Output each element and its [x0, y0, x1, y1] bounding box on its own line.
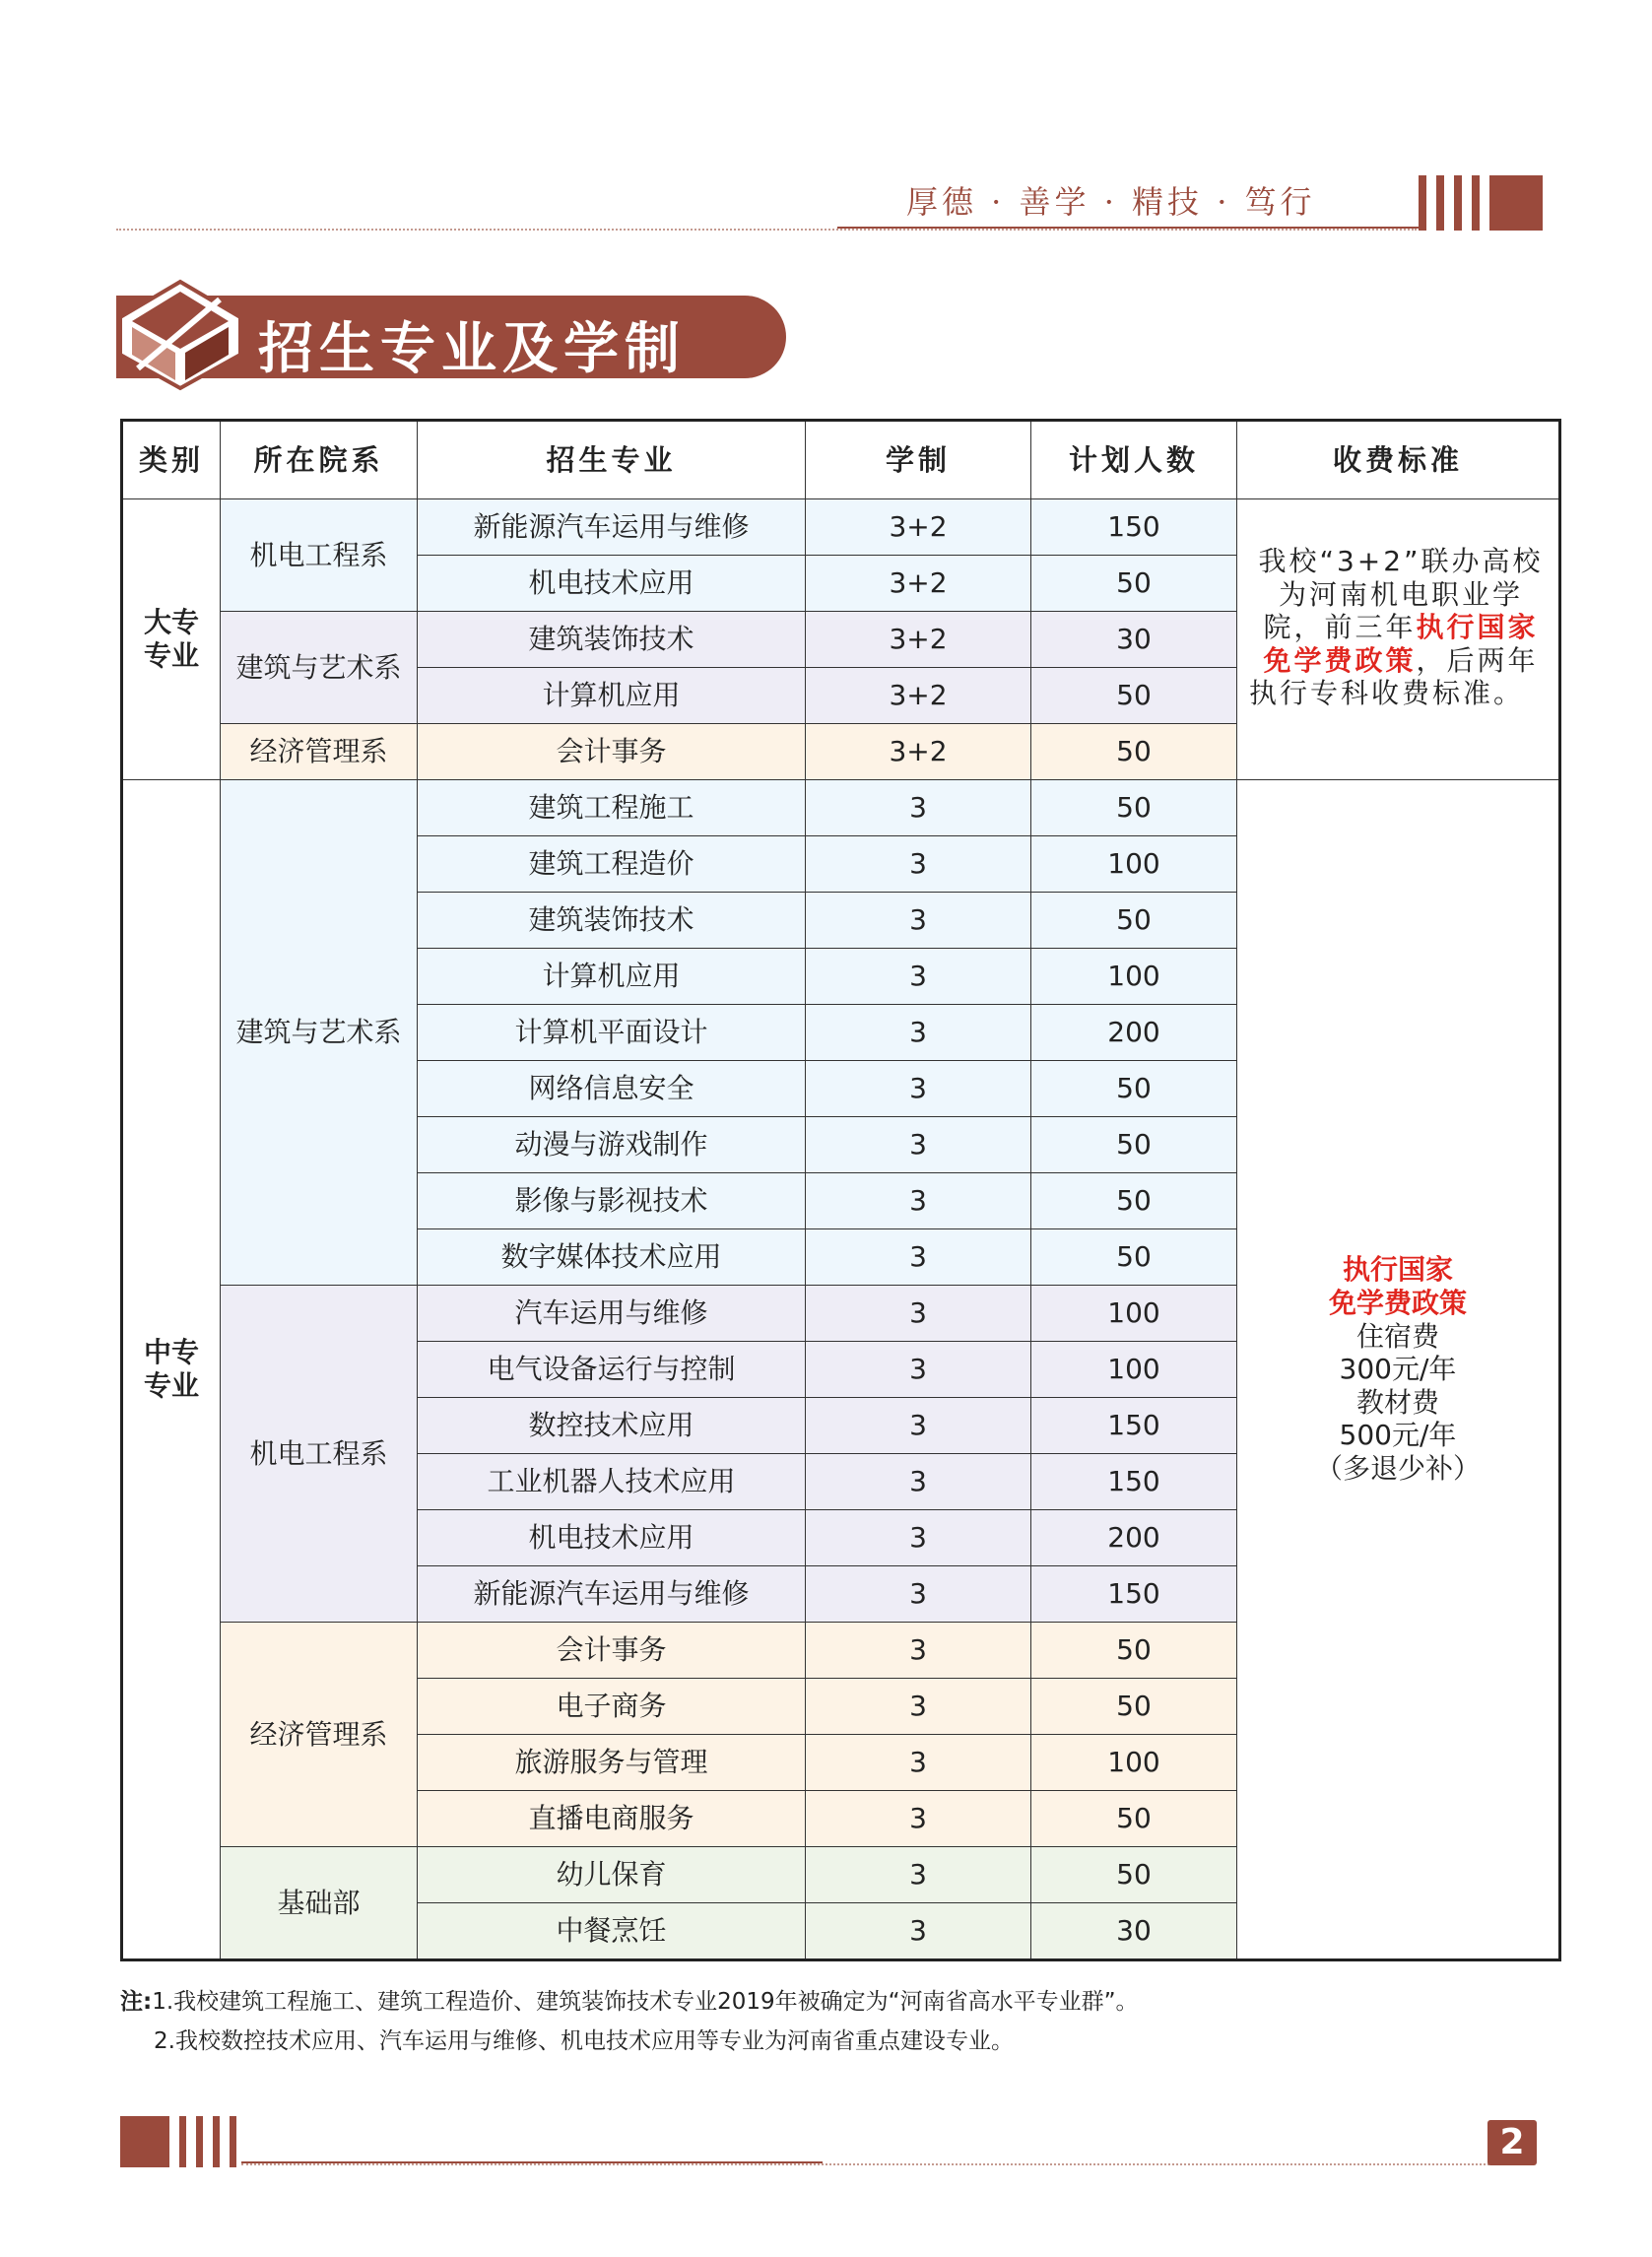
major-cell: 动漫与游戏制作	[418, 1117, 806, 1173]
duration-cell: 3	[806, 1847, 1031, 1903]
fee-red-2: 免学费政策	[1328, 1287, 1467, 1320]
plan-cell: 200	[1031, 1005, 1237, 1061]
duration-cell: 3	[806, 1623, 1031, 1679]
duration-cell: 3+2	[806, 499, 1031, 556]
plan-cell: 50	[1031, 780, 1237, 836]
fee-red-1: 执行国家	[1342, 1253, 1453, 1287]
note-text-1: 1.我校建筑工程施工、建筑工程造价、建筑装饰技术专业2019年被确定为“河南省高水平专业群”。	[152, 1989, 1139, 2015]
duration-cell: 3+2	[806, 556, 1031, 612]
major-cell: 电子商务	[418, 1679, 806, 1735]
plan-cell: 150	[1031, 1398, 1237, 1454]
duration-cell: 3	[806, 1117, 1031, 1173]
plan-cell: 50	[1031, 556, 1237, 612]
major-cell: 新能源汽车运用与维修	[418, 1566, 806, 1623]
table-row	[122, 780, 1560, 836]
duration-cell: 3+2	[806, 724, 1031, 780]
plan-cell: 100	[1031, 836, 1237, 893]
major-cell: 旅游服务与管理	[418, 1735, 806, 1791]
school-motto: 厚德 · 善学 · 精技 · 笃行	[906, 183, 1316, 221]
major-cell: 幼儿保育	[418, 1847, 806, 1903]
plan-cell: 50	[1031, 1679, 1237, 1735]
dept-cell: 经济管理系	[221, 1623, 418, 1847]
dept-cell: 机电工程系	[221, 499, 418, 612]
fee-text-a: 我校“3+2”联办高校为河南机电职业学院，前三年	[1258, 545, 1544, 644]
duration-cell: 3	[806, 1903, 1031, 1960]
table-row	[122, 499, 1560, 556]
footer-divider	[241, 2163, 1497, 2165]
plan-cell: 200	[1031, 1510, 1237, 1566]
major-cell: 会计事务	[418, 724, 806, 780]
major-cell: 机电技术应用	[418, 556, 806, 612]
duration-cell: 3	[806, 1005, 1031, 1061]
plan-cell: 100	[1031, 1286, 1237, 1342]
fee-line: 500元/年	[1339, 1419, 1457, 1452]
category-zhongzhuan: 中专 专业	[122, 780, 221, 1960]
plan-cell: 100	[1031, 1735, 1237, 1791]
major-cell: 建筑工程施工	[418, 780, 806, 836]
duration-cell: 3	[806, 780, 1031, 836]
header-divider	[116, 229, 1417, 231]
fee-text-red: 执行国家免学费政策	[1263, 611, 1539, 677]
fee-text-b: ，后两年执行专科收费标准。	[1249, 643, 1539, 710]
header-divider-accent	[837, 227, 1419, 229]
dept-cell: 建筑与艺术系	[221, 780, 418, 1286]
major-cell: 计算机平面设计	[418, 1005, 806, 1061]
plan-cell: 150	[1031, 499, 1237, 556]
major-cell: 建筑工程造价	[418, 836, 806, 893]
duration-cell: 3	[806, 1229, 1031, 1286]
major-cell: 网络信息安全	[418, 1061, 806, 1117]
footer-divider-accent	[241, 2161, 823, 2163]
table-header-row	[122, 421, 1560, 499]
section-title: 招生专业及学制	[258, 317, 686, 381]
major-cell: 数字媒体技术应用	[418, 1229, 806, 1286]
duration-cell: 3	[806, 1510, 1031, 1566]
major-cell: 建筑装饰技术	[418, 612, 806, 668]
fee-line: 住宿费	[1355, 1319, 1439, 1353]
duration-cell: 3	[806, 836, 1031, 893]
fee-line: 教材费	[1355, 1385, 1439, 1419]
plan-cell: 100	[1031, 1342, 1237, 1398]
major-cell: 计算机应用	[418, 668, 806, 724]
major-cell: 影像与影视技术	[418, 1173, 806, 1229]
plan-cell: 30	[1031, 612, 1237, 668]
duration-cell: 3	[806, 1735, 1031, 1791]
fee-line: （多退少补）	[1314, 1451, 1481, 1485]
page-number: 2	[1487, 2120, 1537, 2165]
major-cell: 会计事务	[418, 1623, 806, 1679]
plan-cell: 50	[1031, 1847, 1237, 1903]
plan-cell: 50	[1031, 1229, 1237, 1286]
plan-cell: 50	[1031, 668, 1237, 724]
dept-cell: 基础部	[221, 1847, 418, 1960]
major-cell: 建筑装饰技术	[418, 893, 806, 949]
header-plan: 计划人数	[1031, 421, 1237, 499]
dept-cell: 机电工程系	[221, 1286, 418, 1623]
duration-cell: 3	[806, 1566, 1031, 1623]
notes	[120, 1982, 1139, 2061]
dept-cell: 经济管理系	[221, 724, 418, 780]
major-cell: 新能源汽车运用与维修	[418, 499, 806, 556]
duration-cell: 3+2	[806, 668, 1031, 724]
duration-cell: 3	[806, 1173, 1031, 1229]
plan-cell: 50	[1031, 724, 1237, 780]
note-label: 注:	[120, 1989, 153, 2015]
plan-cell: 50	[1031, 1061, 1237, 1117]
header-duration: 学制	[806, 421, 1031, 499]
duration-cell: 3	[806, 1791, 1031, 1847]
plan-cell: 50	[1031, 1791, 1237, 1847]
duration-cell: 3	[806, 1342, 1031, 1398]
header-category: 类别	[122, 421, 221, 499]
fee-zhongzhuan	[1237, 780, 1560, 1960]
plan-cell: 150	[1031, 1566, 1237, 1623]
plan-cell: 50	[1031, 1117, 1237, 1173]
dept-cell: 建筑与艺术系	[221, 612, 418, 724]
plan-cell: 150	[1031, 1454, 1237, 1510]
header-major: 招生专业	[418, 421, 806, 499]
header-department: 所在院系	[221, 421, 418, 499]
duration-cell: 3	[806, 1061, 1031, 1117]
note-line-2: 2.我校数控技术应用、汽车运用与维修、机电技术应用等专业为河南省重点建设专业。	[154, 2028, 1014, 2054]
major-cell: 中餐烹饪	[418, 1903, 806, 1960]
major-cell: 直播电商服务	[418, 1791, 806, 1847]
duration-cell: 3	[806, 1454, 1031, 1510]
category-dazhuan: 大专 专业	[122, 499, 221, 780]
plan-cell: 100	[1031, 949, 1237, 1005]
header-fee: 收费标准	[1237, 421, 1560, 499]
fee-line: 300元/年	[1339, 1353, 1457, 1386]
major-cell: 数控技术应用	[418, 1398, 806, 1454]
note-line-1	[120, 1982, 1139, 2022]
major-cell: 工业机器人技术应用	[418, 1454, 806, 1510]
fee-dazhuan	[1237, 499, 1560, 780]
major-cell: 计算机应用	[418, 949, 806, 1005]
plan-cell: 50	[1031, 1623, 1237, 1679]
duration-cell: 3	[806, 1286, 1031, 1342]
major-cell: 电气设备运行与控制	[418, 1342, 806, 1398]
duration-cell: 3+2	[806, 612, 1031, 668]
plan-cell: 30	[1031, 1903, 1237, 1960]
plan-cell: 50	[1031, 1173, 1237, 1229]
plan-cell: 50	[1031, 893, 1237, 949]
major-cell: 机电技术应用	[418, 1510, 806, 1566]
major-cell: 汽车运用与维修	[418, 1286, 806, 1342]
duration-cell: 3	[806, 893, 1031, 949]
duration-cell: 3	[806, 949, 1031, 1005]
cube-logo-icon	[116, 278, 244, 391]
footer-stripes-decoration	[120, 2116, 236, 2167]
duration-cell: 3	[806, 1398, 1031, 1454]
duration-cell: 3	[806, 1679, 1031, 1735]
header-stripes-decoration	[1419, 175, 1543, 231]
enrollment-table	[120, 419, 1561, 1961]
